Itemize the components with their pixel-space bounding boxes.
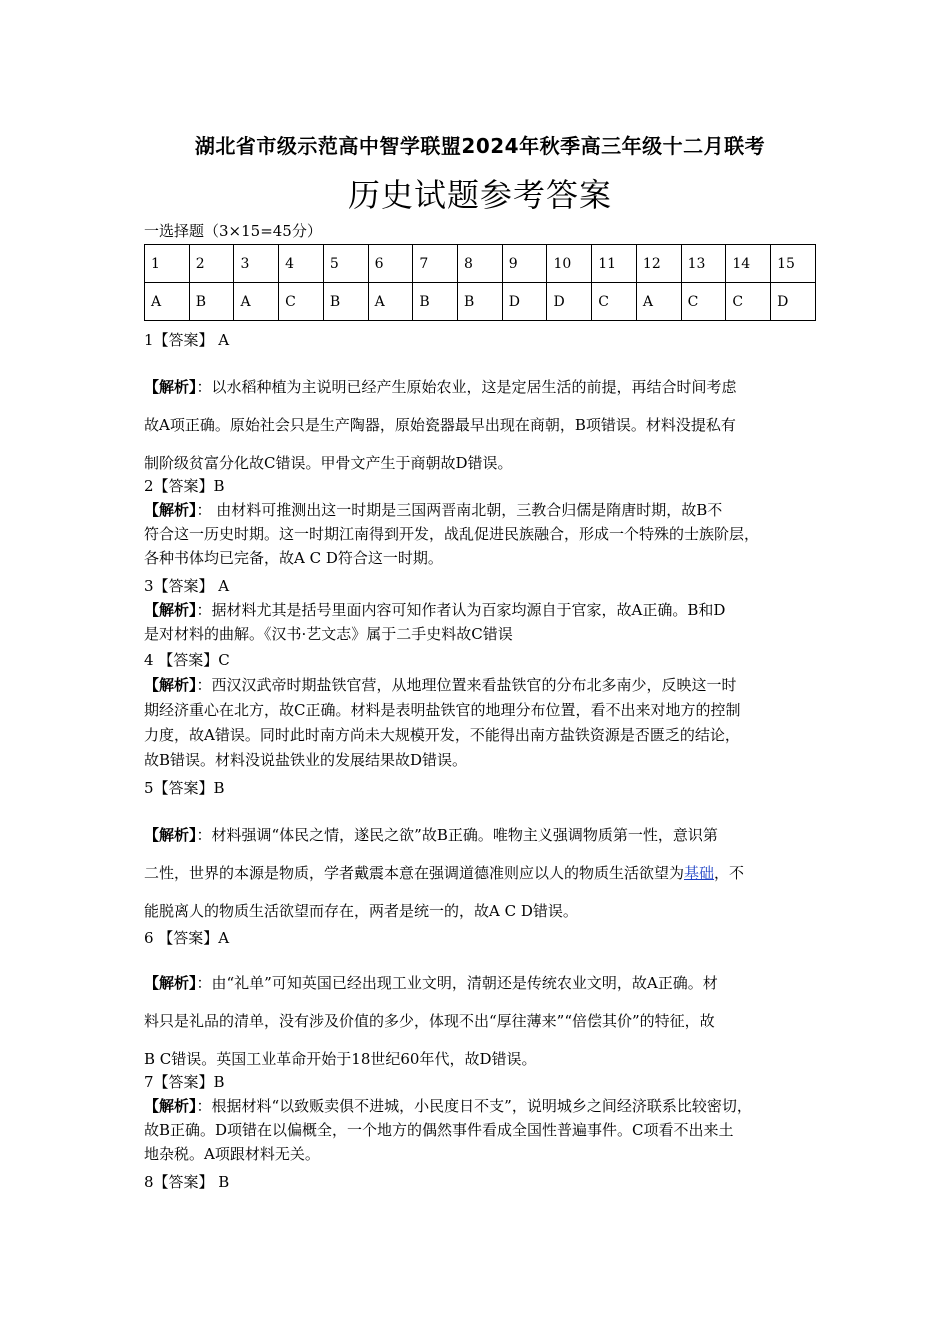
- question-number-cell: 9: [502, 245, 547, 283]
- analysis-text: ：材料强调“体民之情，遂民之欲”故B正确。唯物主义强调物质第一性，意识第: [196, 826, 718, 844]
- answer-line: 3【答案】 A: [144, 577, 230, 595]
- analysis-label: 【解析】: [144, 676, 197, 694]
- analysis-text: ：以水稻种植为主说明已经产生原始农业，这是定居生活的前提，再结合时间考虑: [196, 378, 737, 396]
- question-number-cell: 1: [145, 245, 190, 283]
- analysis-text: 故B错误。材料没说盐铁业的发展结果故D错误。: [144, 751, 468, 769]
- table-row-numbers: [145, 245, 816, 283]
- analysis-text: 期经济重心在北方，故C正确。材料是表明盐铁官的地理分布位置，看不出来对地方的控制: [144, 701, 741, 719]
- answer-table: [144, 244, 816, 321]
- answer-cell: A: [368, 283, 413, 321]
- analysis-label: 【解析】: [144, 1097, 197, 1115]
- answer-line: 7【答案】B: [144, 1073, 225, 1091]
- question-5: [144, 778, 816, 930]
- question-1: [144, 330, 816, 482]
- analysis-text: 料只是礼品的清单，没有涉及价值的多少，体现不出“厚往薄来”“倍偿其价”的特征，故: [144, 1012, 715, 1030]
- answer-cell: B: [323, 283, 368, 321]
- table-row-answers: [145, 283, 816, 321]
- question-number-cell: 5: [323, 245, 368, 283]
- analysis-text: 故B正确。D项错在以偏概全，一个地方的偶然事件看成全国性普遍事件。C项看不出来土: [144, 1121, 734, 1139]
- question-number-cell: 3: [234, 245, 279, 283]
- question-number-cell: 10: [547, 245, 592, 283]
- analysis-text: 地杂税。A项跟材料无关。: [144, 1145, 320, 1163]
- question-8: [144, 1172, 816, 1192]
- foundation-link[interactable]: 基础: [684, 864, 715, 882]
- analysis-text: 制阶级贫富分化故C错误。甲骨文产生于商朝故D错误。: [144, 454, 513, 472]
- question-number-cell: 4: [279, 245, 324, 283]
- analysis-text: 二性，世界的本源是物质，学者戴震本意在强调道德准则应以人的物质生活欲望为: [144, 864, 685, 882]
- analysis-text: ：根据材料“以致贩卖俱不进城，小民度日不支”，说明城乡之间经济联系比较密切，: [196, 1097, 752, 1115]
- section-heading: 一选择题（3×15=45分）: [144, 222, 322, 240]
- answer-cell: C: [681, 283, 726, 321]
- question-number-cell: 7: [413, 245, 458, 283]
- question-number-cell: 2: [189, 245, 234, 283]
- question-4: [144, 648, 816, 773]
- answer-cell: B: [413, 283, 458, 321]
- answer-cell: D: [502, 283, 547, 321]
- answer-cell: A: [234, 283, 279, 321]
- answer-line: 6 【答案】A: [144, 929, 230, 947]
- answer-cell: C: [592, 283, 637, 321]
- answer-line: 2【答案】B: [144, 477, 225, 495]
- answer-line: 5【答案】B: [144, 779, 225, 797]
- analysis-label: 【解析】: [144, 601, 197, 619]
- question-number-cell: 6: [368, 245, 413, 283]
- analysis-text: ：由“礼单”可知英国已经出现工业文明，清朝还是传统农业文明，故A正确。材: [196, 974, 718, 992]
- analysis-text: 是对材料的曲解。《汉书·艺文志》属于二手史料故C错误: [144, 625, 513, 643]
- analysis-text: ，不: [714, 864, 745, 882]
- answer-cell: D: [547, 283, 592, 321]
- answer-cell: B: [189, 283, 234, 321]
- answer-cell: A: [636, 283, 681, 321]
- analysis-text: ：据材料尤其是括号里面内容可知作者认为百家均源自于官家，故A正确。B和D: [196, 601, 726, 619]
- question-3: [144, 574, 816, 646]
- analysis-text: ： 由材料可推测出这一时期是三国两晋南北朝，三教合归儒是隋唐时期，故B不: [196, 501, 723, 519]
- answer-cell: C: [279, 283, 324, 321]
- answer-cell: C: [726, 283, 771, 321]
- analysis-label: 【解析】: [144, 378, 197, 396]
- question-number-cell: 12: [636, 245, 681, 283]
- analysis-text: ：西汉汉武帝时期盐铁官营，从地理位置来看盐铁官的分布北多南少，反映这一时: [196, 676, 737, 694]
- analysis-label: 【解析】: [144, 501, 197, 519]
- question-7: [144, 1070, 816, 1166]
- answer-cell: D: [771, 283, 816, 321]
- question-number-cell: 8: [458, 245, 503, 283]
- question-6: [144, 928, 816, 1078]
- question-number-cell: 11: [592, 245, 637, 283]
- question-number-cell: 14: [726, 245, 771, 283]
- answer-line: 4 【答案】C: [144, 651, 230, 669]
- question-2: [144, 474, 816, 570]
- document-subtitle: 历史试题参考答案: [347, 176, 612, 214]
- answer-line: 1【答案】 A: [144, 331, 230, 349]
- answer-cell: B: [458, 283, 503, 321]
- analysis-text: 各种书体均已完备，故A C D符合这一时期。: [144, 549, 443, 567]
- analysis-text: 力度，故A错误。同时此时南方尚未大规模开发，不能得出南方盐铁资源是否匮乏的结论，: [144, 726, 740, 744]
- question-number-cell: 15: [771, 245, 816, 283]
- analysis-label: 【解析】: [144, 826, 197, 844]
- answer-line: 8【答案】 B: [144, 1173, 230, 1191]
- analysis-text: 故A项正确。原始社会只是生产陶器，原始瓷器最早出现在商朝，B项错误。材料没提私有: [144, 416, 736, 434]
- analysis-text: 符合这一历史时期。这一时期江南得到开发，战乱促进民族融合，形成一个特殊的士族阶层，: [144, 525, 760, 543]
- question-number-cell: 13: [681, 245, 726, 283]
- analysis-text: 能脱离人的物质生活欲望而存在，两者是统一的，故A C D错误。: [144, 902, 578, 920]
- document-title: 湖北省市级示范高中智学联盟2024年秋季高三年级十二月联考: [194, 134, 766, 158]
- answer-cell: A: [145, 283, 190, 321]
- analysis-text: B C错误。英国工业革命开始于18世纪60年代，故D错误。: [144, 1050, 537, 1068]
- analysis-label: 【解析】: [144, 974, 197, 992]
